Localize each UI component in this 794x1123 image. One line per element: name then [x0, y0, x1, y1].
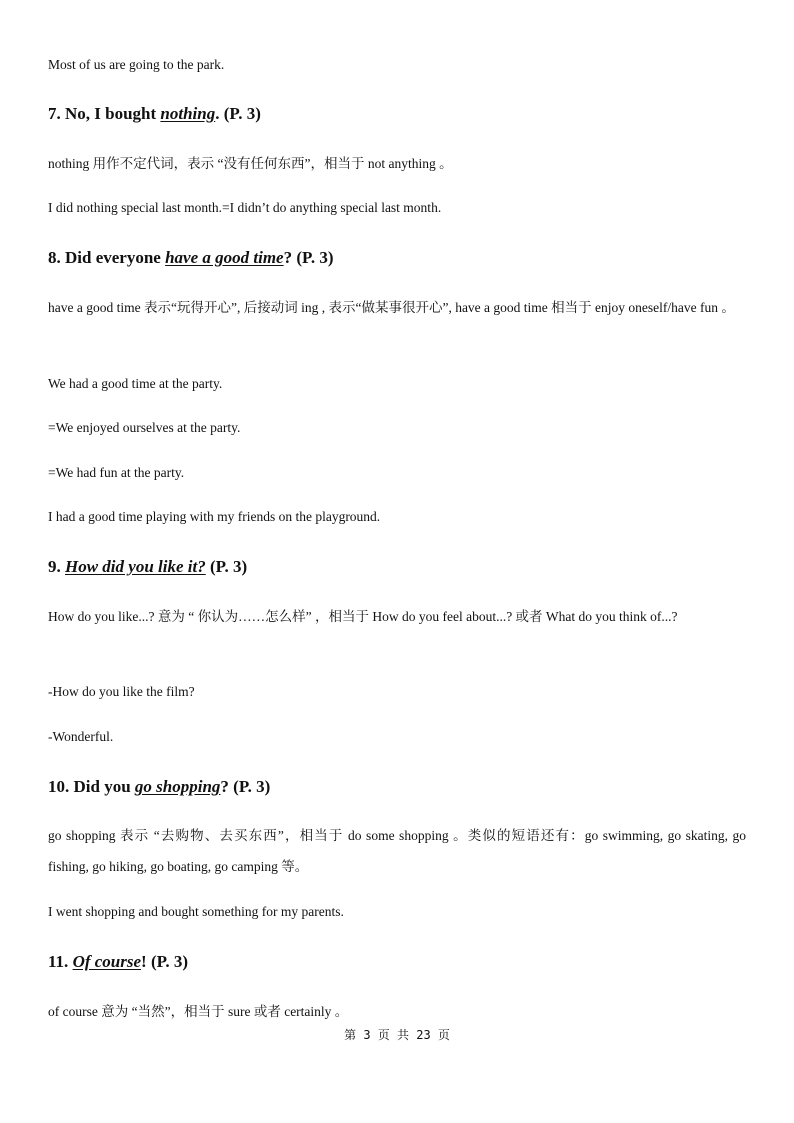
body-text: Most of us are going to the park.: [48, 57, 225, 72]
example-sentence: -How do you like the film?: [48, 684, 195, 699]
key-phrase: Of course: [72, 952, 142, 971]
body-text: How do you like...? 意为 “ 你认为……怎么样” ，相当于 How do you feel about...? 或者 What do you think of...?: [48, 609, 678, 624]
key-phrase: go shopping: [134, 777, 221, 796]
section-heading-10: 10. Did you go shopping? (P. 3): [48, 777, 271, 796]
section-heading-11: 11. Of course! (P. 3): [48, 952, 189, 971]
example-sentence: -Wonderful.: [48, 729, 114, 744]
body-text: nothing 用作不定代词，表示 “没有任何东西”，相当于 not anything 。: [48, 156, 453, 171]
example-sentence: We had a good time at the party.: [48, 376, 223, 391]
key-phrase: have a good time: [165, 248, 284, 267]
example-sentence: I went shopping and bought something for my parents.: [48, 904, 344, 919]
page-number-footer: 第 3 页 共 23 页: [344, 1028, 450, 1042]
body-text: have a good time 表示“玩得开心”, 后接动词 ing , 表示“做某事很开心”, have a good time 相当于 enjoy oneself/have fun 。: [48, 300, 735, 315]
body-text: of course 意为 “当然”，相当于 sure 或者 certainly 。: [48, 1004, 349, 1019]
body-text: go shopping 表示 “去购物、去买东西”，相当于 do some shopping 。类似的短语还有：go swimming, go skating, go fishing, go hiking, go boating, go camping 等。: [48, 828, 746, 874]
key-phrase: How did you like it?: [65, 557, 206, 576]
example-sentence: I did nothing special last month.=I didn’t do anything special last month.: [48, 200, 442, 215]
key-phrase: nothing: [160, 104, 216, 123]
example-sentence: =We enjoyed ourselves at the party.: [48, 420, 241, 435]
example-sentence: I had a good time playing with my friends on the playground.: [48, 509, 381, 524]
section-heading-8: 8. Did everyone have a good time? (P. 3): [48, 248, 334, 267]
example-sentence: =We had fun at the party.: [48, 465, 185, 480]
section-heading-7: 7. No, I bought nothing. (P. 3): [48, 104, 261, 123]
section-heading-9: 9. How did you like it? (P. 3): [48, 557, 248, 576]
